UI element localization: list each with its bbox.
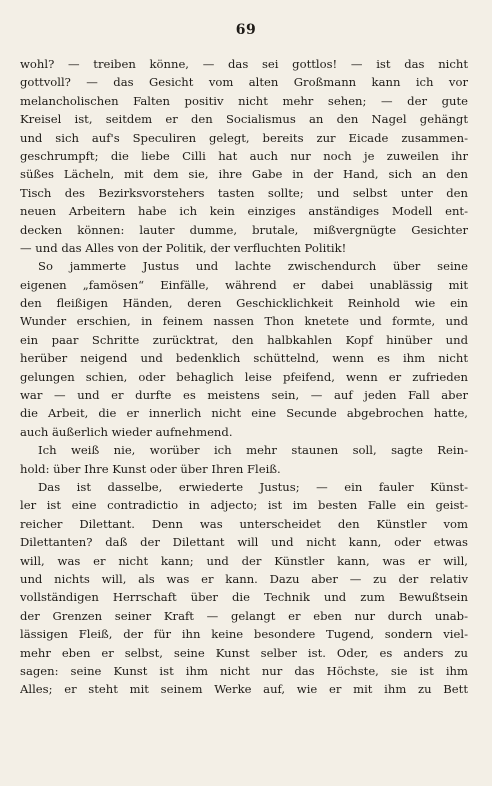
text-line: Alles; er steht mit seinem Werke auf, wie er mit ihm zu Bett (20, 682, 468, 697)
text-line: gottvoll? — das Gesicht vom alten Großmann kann ich vor (20, 75, 468, 90)
text-line: die Arbeit, die er innerlich nicht eine Secunde abgebrochen hatte, (20, 406, 468, 421)
text-line: reicher Dilettant. Denn was unterscheidet den Künstler vom (20, 516, 468, 531)
text-line: den fleißigen Händen, deren Geschicklichkeit Reinhold wie ein (20, 296, 468, 311)
text-line: war — und er durfte es meistens sein, — auf jeden Fall aber (20, 388, 468, 403)
body-text (20, 55, 468, 699)
text-line: eigenen „famösen“ Einfälle, während er dabei unablässig mit (20, 277, 468, 292)
text-line: — und das Alles von der Politik, der verfluchten Politik! (20, 240, 347, 255)
text-line: melancholischen Falten positiv nicht mehr sehen; — der gute (20, 93, 468, 108)
text-line: Tisch des Bezirksvorstehers tasten sollte; und selbst unter den (20, 185, 468, 200)
text-line: lässigen Fleiß, der für ihn keine besondere Tugend, sondern viel- (20, 627, 468, 642)
text-line: der Grenzen seiner Kraft — gelangt er eben nur durch unab- (20, 608, 468, 623)
text-line: will, was er nicht kann; und der Künstler kann, was er will, (20, 553, 468, 568)
text-line: Ich weiß nie, worüber ich mehr staunen soll, sagte Rein- (38, 443, 468, 458)
text-line: und sich auf's Speculiren gelegt, bereits zur Eicade zusammen- (20, 130, 468, 145)
text-line: vollständigen Herrschaft über die Technik und zum Bewußtsein (20, 590, 468, 605)
text-line: ein paar Schritte zurücktrat, den halbkahlen Kopf hinüber und (20, 332, 468, 347)
text-line: Kreisel ist, seitdem er den Socialismus an den Nagel gehängt (20, 112, 468, 127)
text-line: Dilettanten? daß der Dilettant will und nicht kann, oder etwas (20, 535, 468, 550)
text-line: decken können: lauter dumme, brutale, mißvergnügte Gesichter (20, 222, 468, 237)
text-line: und nichts will, als was er kann. Dazu aber — zu der relativ (20, 571, 468, 586)
text-line: auch äußerlich wieder aufnehmend. (20, 424, 233, 439)
text-line: wohl? — treiben könne, — das sei gottlos! — ist das nicht (20, 57, 468, 71)
text-line: gelungen schien, oder behaglich leise pfeifend, wenn er zufrieden (20, 369, 468, 384)
text-line: ler ist eine contradictio in adjecto; ist im besten Falle ein geist- (20, 498, 468, 513)
text-line: So jammerte Justus und lachte zwischendurch über seine (38, 259, 468, 274)
text-line: süßes Lächeln, mit dem sie, ihre Gabe in der Hand, sich an den (20, 167, 468, 182)
text-line: herüber neigend und bedenklich schüttelnd, wenn es ihm nicht (20, 351, 468, 366)
text-line: geschrumpft; die liebe Cilli hat auch nur noch je zuweilen ihr (20, 148, 468, 163)
text-line: Wunder erschien, in feinem nassen Thon knetete und formte, und (20, 314, 468, 329)
page-number: 69 (235, 22, 257, 38)
text-line: Das ist dasselbe, erwiederte Justus; — ein fauler Künst- (38, 479, 468, 494)
text-line: sagen: seine Kunst ist ihm nicht nur das Höchste, sie ist ihm (20, 663, 468, 678)
text-line: neuen Arbeitern habe ich kein einziges anständiges Modell ent- (20, 204, 468, 219)
text-line: mehr eben er selbst, seine Kunst selber ist. Oder, es anders zu (20, 645, 468, 660)
text-line: hold: über Ihre Kunst oder über Ihren Fleiß. (20, 461, 281, 476)
